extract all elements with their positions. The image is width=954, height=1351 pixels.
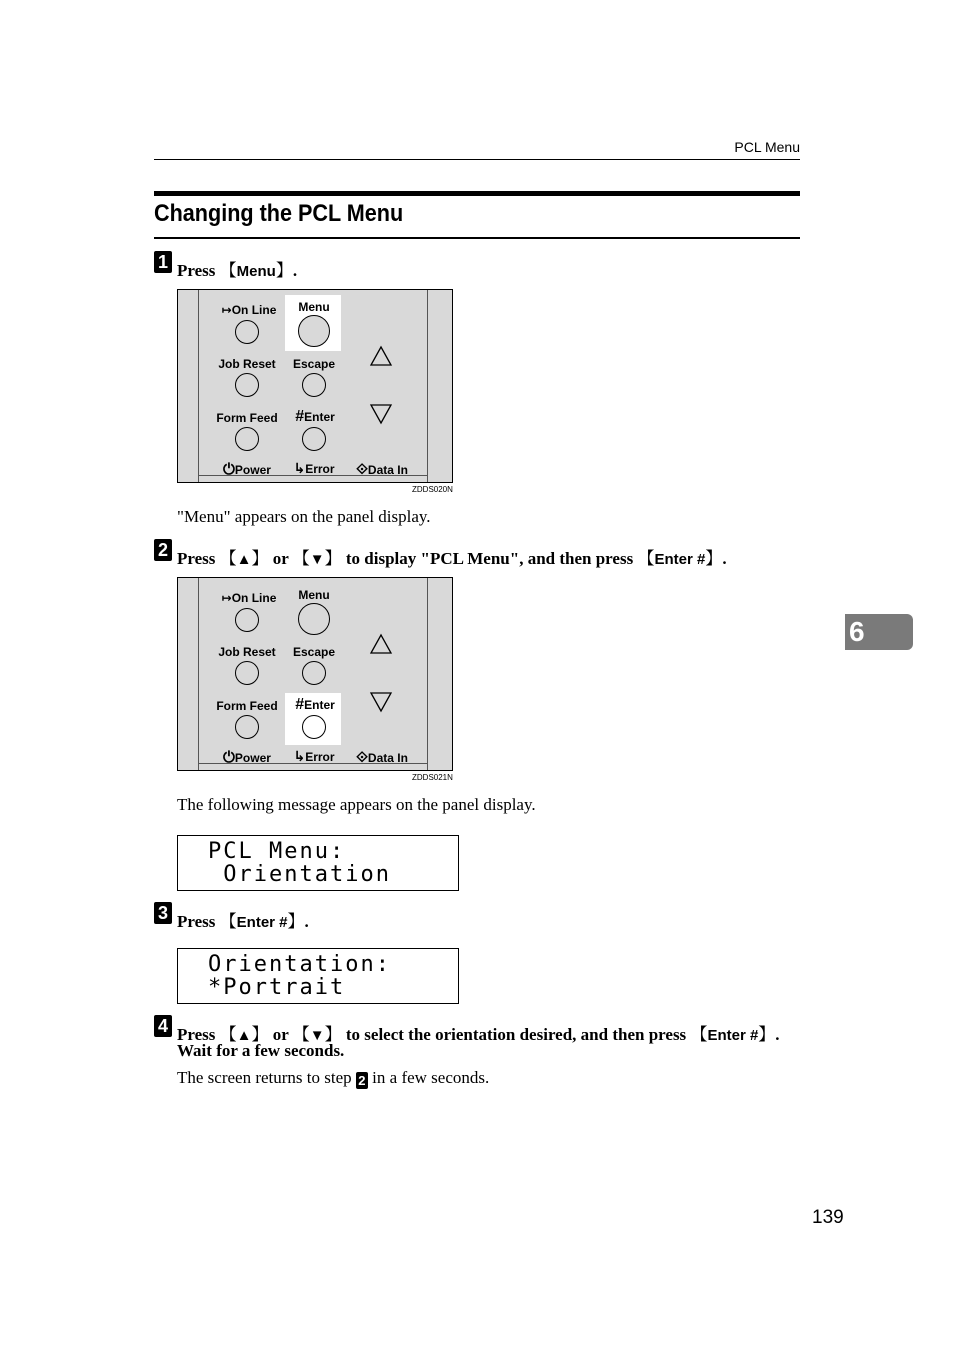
on-line-label: ↦On Line: [221, 591, 277, 605]
header-rule: [154, 159, 800, 160]
data-in-icon: ⟐: [356, 748, 368, 766]
step-1-note: "Menu" appears on the panel display.: [177, 507, 431, 526]
menu-button[interactable]: [298, 315, 330, 347]
power-icon: ⏻: [223, 460, 235, 478]
power-icon: ⏻: [223, 748, 235, 766]
job-reset-label: Job Reset: [218, 645, 276, 659]
step-number-2: 2: [154, 539, 172, 561]
menu-button[interactable]: [298, 603, 330, 635]
lcd-line-1: PCL Menu:: [208, 839, 346, 864]
step-ref-badge: 2: [356, 1072, 368, 1089]
down-arrow-button[interactable]: [369, 403, 393, 425]
form-feed-button[interactable]: [235, 427, 259, 451]
up-arrow-button[interactable]: [369, 633, 393, 655]
step-2-note: The following message appears on the panel display.: [177, 795, 536, 814]
step-number-1: 1: [154, 251, 172, 273]
step-4-wait: Wait for a few seconds.: [177, 1041, 345, 1060]
enter-label: #Enter: [295, 696, 335, 713]
data-in-icon: ⟐: [356, 460, 368, 478]
step-number-3: 3: [154, 902, 172, 924]
enter-label: #Enter: [295, 408, 335, 425]
escape-button[interactable]: [302, 661, 326, 685]
chapter-tab: 6: [845, 614, 913, 650]
form-feed-label: Form Feed: [216, 411, 278, 425]
page-title: Changing the PCL Menu: [154, 200, 404, 227]
escape-button[interactable]: [302, 373, 326, 397]
title-bottom-rule: [154, 237, 800, 239]
menu-key: Menu: [236, 263, 276, 280]
error-icon: ↳: [293, 749, 306, 765]
enter-key: Enter #: [236, 914, 288, 931]
power-indicator: ⏻Power: [223, 460, 271, 478]
step-4-instruction: Press 【▲】 or 【▼】 to select the orientation desired, and then press 【Enter #】.: [177, 1025, 780, 1045]
lcd-line-2: Orientation: [208, 862, 391, 887]
up-arrow-button[interactable]: [369, 345, 393, 367]
step-3-instruction: Press 【Enter #】.: [177, 912, 309, 932]
step-1-instruction: Press 【Menu】.: [177, 261, 298, 281]
step-4-note: The screen returns to step 2 in a few seconds.: [177, 1068, 490, 1088]
lcd-line-1: Orientation:: [208, 952, 391, 977]
on-line-button[interactable]: [235, 320, 259, 344]
form-feed-button[interactable]: [235, 715, 259, 739]
power-indicator: ⏻Power: [223, 748, 271, 766]
figure-code-2: ZDDS021N: [412, 773, 453, 782]
data-in-indicator: ⟐Data In: [356, 460, 408, 478]
error-indicator: ↳Error: [293, 749, 335, 765]
title-top-rule: [154, 191, 800, 196]
down-key: ▼: [309, 551, 325, 568]
enter-key: Enter #: [654, 551, 706, 568]
menu-label: Menu: [298, 300, 330, 314]
enter-button[interactable]: [302, 427, 326, 451]
on-line-button[interactable]: [235, 608, 259, 632]
form-feed-label: Form Feed: [216, 699, 278, 713]
panel-display-orientation: [177, 948, 459, 1004]
job-reset-button[interactable]: [235, 661, 259, 685]
control-panel-menu-highlight: [177, 289, 453, 483]
error-icon: ↳: [293, 461, 306, 477]
menu-label: Menu: [298, 588, 330, 602]
down-arrow-button[interactable]: [369, 691, 393, 713]
job-reset-button[interactable]: [235, 373, 259, 397]
error-indicator: ↳Error: [293, 461, 335, 477]
control-panel-enter-highlight: [177, 577, 453, 771]
on-line-label: ↦On Line: [221, 303, 277, 317]
data-in-indicator: ⟐Data In: [356, 748, 408, 766]
step-2-instruction: Press 【▲】 or 【▼】 to display "PCL Menu", and then press 【Enter #】.: [177, 549, 727, 569]
enter-button[interactable]: [302, 715, 326, 739]
step-number-4: 4: [154, 1015, 172, 1037]
enter-key: Enter #: [707, 1027, 759, 1044]
up-key: ▲: [236, 551, 252, 568]
escape-label: Escape: [292, 645, 336, 659]
page-number: 139: [812, 1207, 844, 1228]
panel-display-pcl-menu: [177, 835, 459, 891]
escape-label: Escape: [292, 357, 336, 371]
job-reset-label: Job Reset: [218, 357, 276, 371]
running-header: PCL Menu: [734, 139, 800, 155]
up-key: ▲: [236, 1027, 252, 1044]
lcd-line-2: *Portrait: [208, 975, 346, 1000]
figure-code-1: ZDDS020N: [412, 485, 453, 494]
down-key: ▼: [309, 1027, 325, 1044]
